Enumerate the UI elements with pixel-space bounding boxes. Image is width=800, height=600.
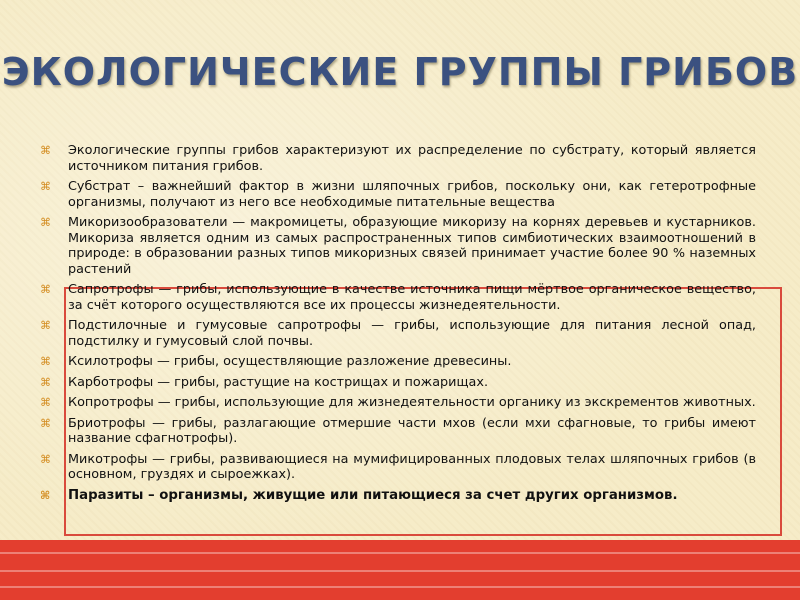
bullet-icon: ⌘ <box>40 396 51 409</box>
list-item <box>40 354 756 370</box>
list-item <box>40 416 756 447</box>
list-item <box>40 452 756 483</box>
bullet-icon: ⌘ <box>40 180 51 193</box>
band-stripe <box>0 586 800 588</box>
bullet-icon: ⌘ <box>40 216 51 229</box>
bullet-text: Карботрофы — грибы, растущие на кострищах и пожарищах. <box>68 374 489 390</box>
bullet-icon: ⌘ <box>40 283 51 296</box>
bottom-band <box>0 540 800 600</box>
bullet-icon: ⌘ <box>40 144 51 157</box>
bullet-icon: ⌘ <box>40 416 51 430</box>
band-stripe <box>0 570 800 572</box>
list-item <box>40 282 756 313</box>
bullet-icon: ⌘ <box>40 355 51 368</box>
bullet-text: Копротрофы — грибы, использующие для жизнедеятельности органику из экскрементов животных. <box>68 395 756 410</box>
bullet-icon: ⌘ <box>40 488 51 502</box>
list-item <box>40 215 756 277</box>
bullet-text: Субстрат – важнейший фактор в жизни шляпочных грибов, поскольку они, как гетеротрофные организмы, получают из него все необходимые питательные вещества <box>68 179 756 210</box>
bullet-icon: ⌘ <box>40 452 51 466</box>
bullet-text: Экологические группы грибов характеризуют их распределение по субстрату, который является источником питания грибов. <box>68 143 756 174</box>
list-item <box>40 375 756 391</box>
bullet-text: Паразиты – организмы, живущие или питающиеся за счет других организмов. <box>68 487 678 503</box>
bullet-text: Ксилотрофы — грибы, осуществляющие разложение древесины. <box>68 354 512 369</box>
list-item <box>40 488 756 504</box>
bullet-text: Подстилочные и гумусовые сапротрофы — грибы, использующие для питания лесной опад, подстилку и гумусовый слой почвы. <box>68 318 756 349</box>
bullet-list <box>40 143 756 508</box>
slide-title: ЭКОЛОГИЧЕСКИЕ ГРУППЫ ГРИБОВ <box>1 50 799 94</box>
bullet-icon: ⌘ <box>40 375 51 389</box>
list-item <box>40 143 756 174</box>
list-item <box>40 179 756 210</box>
list-item <box>40 395 756 411</box>
bullet-text: Сапротрофы — грибы, использующие в качестве источника пищи мёртвое органическое вещество, за счёт которого осуществляются все их процессы жизнедеятельности. <box>68 282 756 313</box>
bullet-text: Микотрофы — грибы, развивающиеся на мумифицированных плодовых телах шляпочных грибов (в основном, груздях и сыроежках). <box>68 451 756 482</box>
band-stripe <box>0 552 800 554</box>
list-item <box>40 318 756 349</box>
bullet-text: Бриотрофы — грибы, разлагающие отмершие части мхов (если мхи сфагновые, то грибы имеют название сфагнотрофы). <box>68 415 756 446</box>
bullet-icon: ⌘ <box>40 319 51 332</box>
bullet-text: Микоризообразователи — макромицеты, образующие микоризу на корнях деревьев и кустарников. Микориза является одним из самых распространенных типов симбиотических взаимоотношений в природе: в образовании разных типов микоризных связей принимает участие более 90 % наземных растений <box>68 215 756 277</box>
